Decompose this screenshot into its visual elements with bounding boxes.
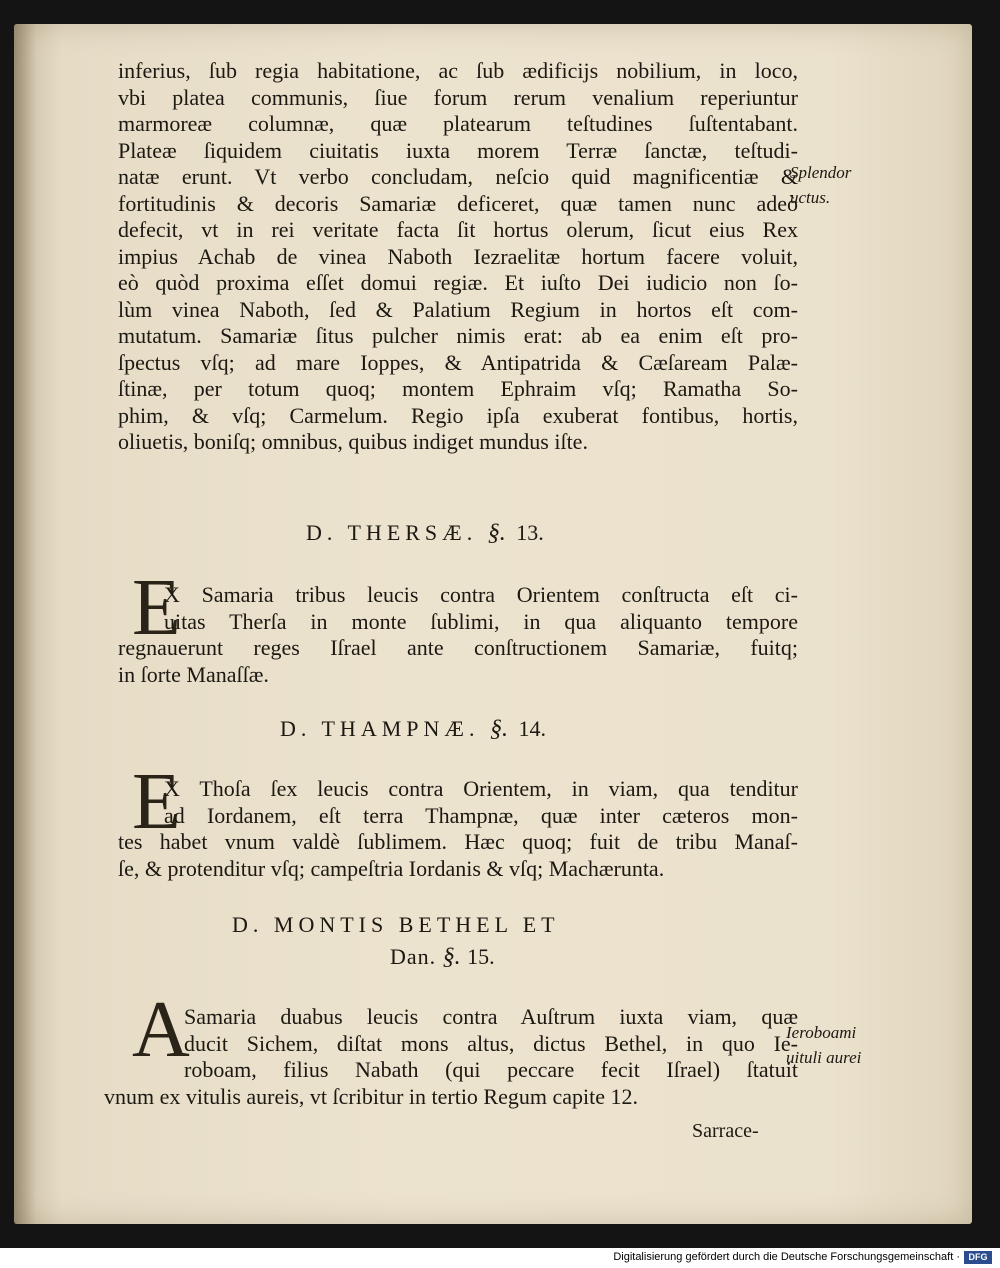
- text-line: oliuetis, boniſq; omnibus, quibus indiget mundus iſte.: [118, 429, 588, 454]
- paragraph-sign: §.: [489, 716, 508, 742]
- heading-text: D. MONTIS BETHEL ET: [232, 912, 560, 937]
- text-line: ſpectus vſq; ad mare Ioppes, & Antipatrida & Cæſaream Palæ-: [118, 349, 798, 375]
- section-number: 15.: [467, 944, 495, 969]
- footer-credit: Digitalisierung gefördert durch die Deutsche Forschungsgemeinschaft ·: [613, 1251, 960, 1263]
- text-line: impius Achab de vinea Naboth Iezraelitæ hortum facere voluit,: [118, 243, 798, 269]
- heading-text: D. THERSÆ.: [306, 520, 478, 545]
- text-line: defecit, vt in rei veritate facta ſit hortus olerum, ſicut eius Rex: [118, 217, 798, 242]
- gutter-shadow: [14, 24, 36, 1224]
- section-number: 13.: [516, 520, 544, 545]
- section-13-paragraph: [118, 582, 798, 688]
- paragraph-sign: §.: [442, 944, 461, 970]
- text-line: vbi platea communis, ſiue forum rerum venalium reperiuntur: [118, 84, 798, 110]
- text-line: eò quòd proxima eſſet domui regiæ. Et iuſto Dei iudicio non ſo-: [118, 270, 798, 295]
- heading-text: Dan.: [390, 944, 437, 969]
- margin-note-line: Splendor: [790, 163, 852, 182]
- paragraph-sign: §.: [487, 520, 506, 546]
- heading-text: D. THAMPNÆ.: [280, 716, 480, 741]
- drop-cap: A: [132, 986, 190, 1074]
- drop-cap: E: [132, 564, 181, 652]
- intro-paragraph: [118, 58, 798, 456]
- text-line: vnum ex vitulis aureis, vt ſcribitur in tertio Regum capite 12.: [104, 1083, 639, 1109]
- margin-note-line: uituli aurei: [786, 1048, 862, 1067]
- text-line: roboam, filius Nabath (qui peccare fecit Iſrael) ſtatuit: [184, 1057, 798, 1082]
- text-line: lùm vinea Naboth, ſed & Palatium Regium in hortos eſt com-: [118, 296, 798, 322]
- section-number: 14.: [518, 716, 546, 741]
- section-14-paragraph: [118, 776, 798, 882]
- section-heading-bethel: [232, 912, 560, 938]
- text-line: inferius, ſub regia habitatione, ac ſub ædificijs nobilium, in loco,: [118, 58, 798, 83]
- section-heading-bethel-line2: [390, 944, 495, 971]
- text-line: ad Iordanem, eſt terra Thampnæ, quæ inter cæteros mon-: [164, 802, 798, 828]
- margin-note-line: Ieroboami: [786, 1023, 857, 1042]
- catchword: Sarrace-: [692, 1120, 759, 1142]
- dfg-logo: DFG: [964, 1251, 992, 1264]
- text-line: ſtinæ, per totum quoq; montem Ephraim vſq; Ramatha So-: [118, 376, 798, 401]
- text-line: ſe, & protenditur vſq; campeſtria Iordanis & vſq; Machærunta.: [118, 855, 665, 881]
- text-line: Samaria duabus leucis contra Auſtrum iuxta viam, quæ: [184, 1004, 798, 1029]
- drop-cap: E: [132, 758, 181, 846]
- section-heading-thersae: [306, 520, 544, 547]
- margin-note-splendor: [790, 160, 851, 210]
- text-line: in ſorte Manaſſæ.: [118, 661, 269, 687]
- text-line: fortitudinis & decoris Samariæ deficeret, quæ tamen nunc adeò: [118, 190, 798, 216]
- margin-note-line: uctus.: [790, 188, 831, 207]
- section-15-paragraph: [104, 1004, 798, 1110]
- text-line: uitas Therſa in monte ſublimi, in qua aliquanto tempore: [164, 608, 798, 634]
- text-line: X Samaria tribus leucis contra Orientem conſtructa eſt ci-: [164, 582, 798, 607]
- text-line: Plateæ ſiquidem ciuitatis iuxta morem Terræ ſanctæ, teſtudi-: [118, 137, 798, 163]
- text-line: natæ erunt. Vt verbo concludam, neſcio quid magnificentiæ &: [118, 164, 798, 189]
- text-line: regnauerunt reges Iſrael ante conſtructionem Samariæ, fuitq;: [118, 635, 798, 660]
- margin-note-ieroboami: [786, 1020, 861, 1070]
- text-line: mutatum. Samariæ ſitus pulcher nimis erat: ab ea enim eſt pro-: [118, 323, 798, 348]
- text-line: phim, & vſq; Carmelum. Regio ipſa exuberat fontibus, hortis,: [118, 402, 798, 428]
- section-heading-thampnae: [280, 716, 546, 743]
- text-line: X Thoſa ſex leucis contra Orientem, in viam, qua tenditur: [164, 776, 798, 801]
- text-line: marmoreæ columnæ, quæ platearum teſtudines ſuſtentabant.: [118, 111, 798, 136]
- text-line: tes habet vnum valdè ſublimem. Hæc quoq; fuit de tribu Manaſ-: [118, 829, 798, 854]
- text-line: ducit Sichem, diſtat mons altus, dictus Bethel, in quo Ie-: [184, 1030, 798, 1056]
